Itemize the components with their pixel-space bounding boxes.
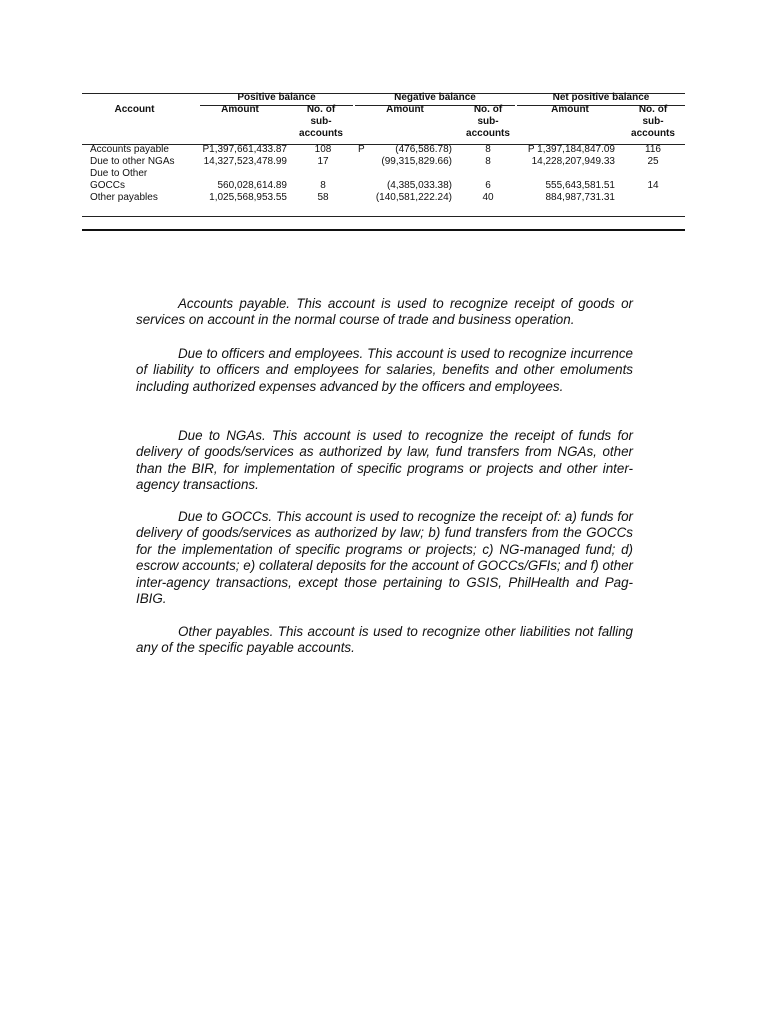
row-account: Due to other NGAs	[90, 156, 175, 167]
row-account: Other payables	[90, 192, 158, 203]
header-neg-amount: Amount	[386, 104, 424, 115]
row-account: GOCCs	[90, 180, 125, 191]
row-neg-count: 8	[485, 144, 491, 155]
header-net-count: No. of sub- accounts	[631, 104, 675, 139]
table-bottom-rule-thick	[82, 229, 685, 231]
row-account: Accounts payable	[90, 144, 169, 155]
table-bottom-rule-thin	[82, 216, 685, 217]
row-pos-count: 17	[317, 156, 329, 167]
header-pos-count: No. of sub- accounts	[299, 104, 343, 139]
group-header-net: Net positive balance	[552, 92, 650, 103]
row-pos-count: 108	[314, 144, 332, 155]
paragraph-other-payables: Other payables. This account is used to recognize other liabilities not falling any of the specific payable accounts.	[136, 624, 633, 656]
row-neg-count: 6	[485, 180, 491, 191]
row-neg-amount: (99,315,829.66)	[381, 156, 452, 167]
row-net-amount: 555,643,581.51	[545, 180, 615, 191]
row-neg-prefix: P	[358, 144, 365, 155]
row-pos-amount: 560,028,614.89	[217, 180, 287, 191]
paragraph-due-to-goccs: Due to GOCCs. This account is used to recognize the receipt of: a) funds for delivery of goods/services as authorized by law; b) fund transfers from the GOCCs for the implementation of specific programs or projects; c) NG-managed fund; d) escrow accounts; e) collateral deposits for the account of GOCCs/GFIs; and f) other inter-agency transactions, except those pertaining to GSIS, PhilHealth and Pag-IBIG.	[136, 509, 633, 607]
row-pos-count: 8	[320, 180, 326, 191]
row-net-amount: 14,228,207,949.33	[531, 156, 615, 167]
row-net-amount: 884,987,731.31	[545, 192, 615, 203]
row-neg-amount: (4,385,033.38)	[386, 180, 452, 191]
row-pos-amount: 1,025,568,953.55	[209, 192, 287, 203]
row-net-count: 25	[647, 156, 659, 167]
group-header-positive: Positive balance	[237, 92, 316, 103]
row-neg-amount: (140,581,222.24)	[375, 192, 452, 203]
row-net-count: 116	[645, 144, 661, 155]
row-pos-amount: P1,397,661,433.87	[202, 144, 287, 155]
header-neg-count: No. of sub- accounts	[466, 104, 510, 139]
paragraph-due-to-ngas: Due to NGAs. This account is used to recognize the receipt of funds for delivery of goods/services as authorized by law, fund transfers from NGAs, other than the BIR, for implementation of specific programs or projects and other inter-agency transactions.	[136, 428, 633, 493]
header-pos-amount: Amount	[221, 104, 259, 115]
row-net-amount: P 1,397,184,847.09	[527, 144, 615, 155]
paragraph-accounts-payable: Accounts payable. This account is used to recognize receipt of goods or services on account in the normal course of trade and business operation.	[136, 296, 633, 328]
row-neg-count: 8	[485, 156, 491, 167]
row-pos-amount: 14,327,523,478.99	[203, 156, 287, 167]
row-net-count: 14	[647, 180, 659, 191]
group-header-negative: Negative balance	[394, 92, 476, 103]
row-pos-count: 58	[317, 192, 329, 203]
row-neg-count: 40	[482, 192, 494, 203]
header-account: Account	[114, 104, 155, 115]
row-neg-amount: (476,586.78)	[395, 144, 452, 155]
paragraph-due-to-officers: Due to officers and employees. This account is used to recognize incurrence of liability to officers and employees for salaries, benefits and other emoluments including authorized expenses advanced by the officers and employees.	[136, 346, 633, 394]
row-account: Due to Other	[90, 168, 148, 179]
header-net-amount: Amount	[551, 104, 589, 115]
